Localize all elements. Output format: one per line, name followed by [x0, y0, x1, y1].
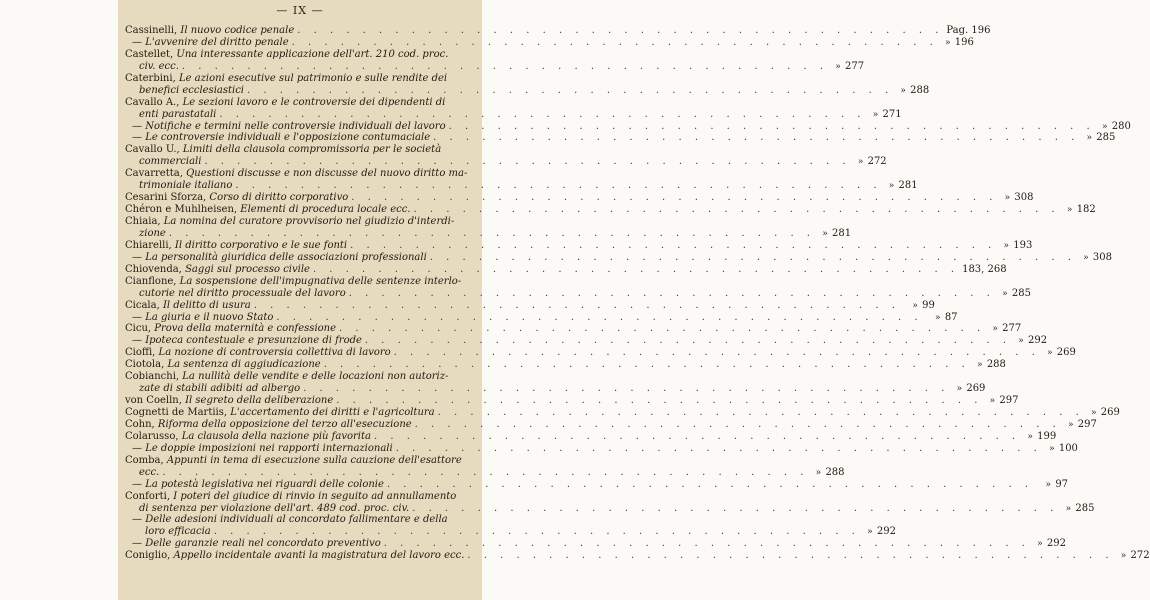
entry-text	[125, 323, 336, 335]
entry-text	[125, 49, 448, 61]
entry-text	[139, 503, 409, 515]
entry-text	[125, 347, 391, 359]
leader-dots	[387, 479, 1033, 491]
entry-title: Corso di diritto corporativo	[209, 192, 349, 204]
entry-text	[125, 455, 462, 467]
entry-author: Cavallo A.,	[125, 96, 180, 108]
page-number: 269	[1056, 347, 1076, 359]
entry-text	[125, 97, 445, 109]
entry-title: Le controversie individuali e l'opposizione contumaciale	[145, 132, 431, 144]
index-entry	[125, 538, 1066, 550]
index-entry	[125, 311, 958, 324]
page-reference	[946, 25, 990, 37]
entry-title: Questioni discusse e non discusse del nuovo diritto ma-	[186, 168, 468, 180]
index-entry	[125, 407, 1120, 419]
entry-text	[139, 180, 232, 192]
index-entry	[125, 84, 930, 97]
page-number-header: — IX —	[276, 4, 324, 17]
page-number: 308	[1014, 192, 1034, 204]
leader-dots	[412, 503, 1058, 515]
entry-title: La clausola della nazione più favorita	[181, 430, 371, 442]
page-reference	[1061, 503, 1094, 516]
entry-title: zate di stabili adibiti ad albergo	[139, 383, 301, 395]
entry-author: Cesarini Sforza,	[125, 192, 207, 204]
leader-dots	[336, 395, 982, 407]
ditto-mark: »	[912, 300, 918, 311]
index-entry	[125, 478, 1069, 491]
ditto-mark: »	[935, 312, 941, 323]
page-reference	[854, 156, 887, 169]
page-number: 87	[944, 311, 958, 323]
entry-author: Cobianchi,	[125, 371, 180, 383]
entry-author: Ciotola,	[125, 359, 165, 371]
entry-author: Cognetti de Martiis,	[125, 407, 228, 418]
index-entry	[125, 168, 475, 180]
page-number: 297	[1077, 418, 1097, 430]
ditto-mark: »	[1003, 240, 1010, 251]
index-entry	[125, 442, 1078, 455]
ditto-mark: »	[867, 527, 873, 538]
entry-title: Il delitto di usura	[162, 299, 251, 311]
index-entry	[125, 192, 1034, 204]
index-entry	[125, 335, 1048, 347]
ditto-mark: »	[944, 37, 951, 48]
entry-author: —	[132, 442, 142, 454]
entry-title: Prova della maternità e confessione	[154, 323, 337, 335]
page-reference	[1043, 347, 1076, 360]
ditto-mark: »	[1018, 336, 1024, 347]
entry-text	[132, 538, 381, 550]
index-entry	[125, 299, 935, 312]
index-entry	[125, 526, 896, 538]
ditto-mark: »	[1027, 431, 1033, 442]
index-entry	[125, 49, 475, 61]
entry-author: Coniglio,	[125, 550, 171, 562]
page-number: 183, 268	[962, 263, 1007, 275]
entry-text	[132, 514, 448, 526]
page-number: 285	[1011, 287, 1031, 299]
entry-title: Ipoteca contestuale e presunzione di frode	[145, 335, 362, 347]
entry-title: benefici ecclesiastici	[139, 84, 244, 96]
leader-dots	[214, 526, 860, 538]
entry-author: —	[132, 132, 142, 144]
page-number: 277	[845, 60, 865, 72]
index-entry	[125, 25, 991, 37]
index-entry	[125, 455, 475, 467]
entry-author: Cicala,	[125, 299, 160, 311]
index-entry	[125, 276, 475, 288]
entry-title: Limiti della clausola compromissoria per le società	[182, 144, 442, 156]
entry-title: di sentenza per violazione dell'art. 489 cod. proc. civ.	[139, 502, 410, 514]
ditto-mark: »	[1086, 133, 1093, 144]
entry-author: —	[132, 251, 142, 263]
page-reference	[1064, 419, 1097, 432]
ditto-mark: »	[989, 396, 996, 407]
page-number: Pag. 196	[946, 25, 991, 36]
leader-dots	[396, 443, 1042, 455]
index-entry	[125, 251, 1112, 264]
entry-author: —	[132, 36, 142, 48]
leader-dots	[339, 323, 985, 335]
entry-title: La sentenza di aggiudicazione	[167, 359, 321, 371]
leader-dots	[162, 467, 808, 479]
entry-title: cutorie nel diritto processuale del lavoro	[139, 287, 346, 299]
entry-text	[125, 73, 447, 85]
index-entry	[125, 466, 845, 479]
index-entry	[125, 491, 475, 503]
entry-title: Il diritto corporativo e le sue fonti	[174, 239, 348, 251]
index-entry	[125, 36, 974, 49]
entry-author: Colarusso,	[125, 430, 179, 442]
entry-author: Caterbini,	[125, 72, 176, 84]
entry-title: Riforma della opposizione del terzo all'esecuzione	[157, 418, 412, 430]
page-reference	[896, 85, 929, 98]
page-number: 271	[882, 108, 902, 120]
entry-title: Delle garanzie reali nel concordato preventivo	[145, 538, 381, 550]
entry-text	[125, 192, 348, 204]
page-number: 269	[966, 383, 986, 395]
entry-title: Il segreto della deliberazione	[185, 395, 334, 407]
ditto-mark: »	[888, 181, 895, 192]
entry-text	[125, 550, 464, 562]
index-entry	[125, 60, 865, 73]
leader-dots	[182, 61, 828, 73]
entry-text	[125, 204, 411, 216]
index-entry	[125, 418, 1097, 431]
entry-author: Chiovenda,	[125, 263, 182, 275]
entry-text	[139, 383, 300, 395]
ditto-mark: »	[822, 228, 828, 239]
entry-title: Le doppie imposizioni nei rapporti internazionali	[145, 442, 393, 454]
ditto-mark: »	[956, 384, 963, 395]
entry-title: Saggi sul processo civile	[185, 263, 310, 275]
page-number: 182	[1076, 204, 1096, 216]
index-entry	[125, 502, 1095, 515]
entry-author: —	[132, 311, 142, 323]
page-number: 100	[1058, 442, 1078, 454]
entry-title: La potestà legislativa nei riguardi delle colonie	[145, 478, 384, 490]
entry-author: Cassinelli,	[125, 25, 178, 36]
index-entry	[125, 180, 918, 192]
leader-dots	[247, 85, 893, 97]
page-number: 285	[1075, 502, 1095, 514]
entry-text	[125, 264, 310, 276]
ditto-mark: »	[1101, 121, 1108, 132]
page-reference	[1045, 443, 1078, 456]
entry-author: Chiarelli,	[125, 239, 172, 251]
page-number: 288	[825, 466, 845, 478]
ditto-mark: »	[977, 360, 983, 371]
index-entry	[125, 132, 1116, 144]
page-number: 308	[1092, 251, 1112, 263]
entry-author: Chiaia,	[125, 216, 161, 227]
leader-dots	[313, 264, 959, 276]
leader-dots	[467, 550, 1113, 562]
leader-dots	[394, 347, 1040, 359]
leader-dots	[365, 335, 1011, 347]
page-number: 292	[876, 526, 896, 538]
page-number: 99	[922, 299, 935, 311]
page-number: 193	[1013, 239, 1033, 251]
index-entry	[125, 227, 852, 240]
entry-text	[125, 359, 321, 371]
entry-title: Delle adesioni individuali al concordato fallimentare e della	[145, 514, 448, 526]
page-reference	[1036, 479, 1068, 492]
entry-author: Cicu,	[125, 323, 152, 335]
index-entry	[125, 383, 986, 395]
entry-author: Cavallo U.,	[125, 144, 180, 156]
index-entry	[125, 108, 902, 121]
leader-dots	[351, 192, 997, 204]
entry-text	[125, 25, 294, 37]
page-number: 285	[1096, 132, 1116, 144]
entry-text	[139, 85, 244, 97]
page-reference	[1082, 132, 1115, 145]
entry-text	[125, 419, 412, 431]
entry-author: Comba,	[125, 454, 164, 466]
ditto-mark: »	[815, 467, 822, 478]
page-reference	[1117, 550, 1150, 563]
leader-dots	[384, 538, 1030, 550]
leader-dots	[303, 383, 949, 395]
index-entry	[125, 204, 1096, 216]
leader-dots	[297, 25, 943, 37]
entry-title: commerciali	[139, 156, 202, 168]
entry-author: —	[132, 120, 142, 132]
page-number: 297	[999, 395, 1019, 407]
page-reference	[1079, 252, 1112, 265]
ditto-mark: »	[872, 109, 879, 120]
entry-text	[139, 156, 201, 168]
leader-dots	[276, 312, 922, 324]
leader-dots	[433, 132, 1079, 144]
entry-author: —	[132, 335, 142, 347]
entry-author: Cavarretta,	[125, 168, 183, 180]
entry-text	[132, 479, 384, 491]
page-number: 97	[1055, 478, 1069, 490]
entry-title: L'accertamento dei diritti e l'agricoltura	[230, 407, 435, 418]
index-entry	[125, 156, 887, 168]
ditto-mark: »	[1066, 205, 1073, 216]
entry-title: Una interessante applicazione dell'art. 210 cod. proc.	[176, 48, 449, 60]
entry-title: civ. ecc.	[139, 60, 179, 72]
index-entry	[125, 120, 1131, 133]
entry-title: Notifiche e termini nelle controversie individuali del lavoro	[145, 120, 446, 132]
page-number: 196	[954, 36, 974, 48]
entry-text	[125, 216, 454, 228]
entry-text	[132, 121, 446, 133]
index-entry	[125, 73, 475, 85]
entry-text	[125, 240, 347, 252]
entry-text	[125, 491, 456, 503]
page-number: 281	[831, 227, 852, 239]
leader-dots	[235, 180, 881, 192]
index-entry	[125, 550, 1150, 562]
entry-text	[125, 144, 441, 156]
ditto-mark: »	[857, 157, 864, 168]
entry-title: La sospensione dell'impugnativa delle sentenze interlo-	[179, 275, 462, 287]
leader-dots	[254, 300, 900, 312]
index-entry	[125, 430, 1057, 443]
page-number: 288	[910, 84, 930, 96]
entry-text	[139, 109, 216, 121]
entry-text	[125, 371, 448, 383]
ditto-mark: »	[1120, 551, 1127, 562]
entry-text	[125, 431, 371, 443]
entry-author: Castellet,	[125, 48, 174, 60]
entry-title: loro efficacia	[145, 526, 211, 538]
entry-title: Il nuovo codice penale	[180, 25, 295, 36]
entry-author: Cohn,	[125, 418, 155, 430]
entry-title: Le azioni esecutive sul patrimonio e sulle rendite dei	[178, 72, 448, 84]
page-reference	[962, 264, 1007, 276]
index-entry	[125, 323, 1022, 335]
index-entry	[125, 359, 1006, 371]
entry-text	[125, 276, 461, 288]
entry-title: I poteri del giudice di rinvio in seguito ad annullamento	[173, 490, 457, 502]
entry-title: ecc.	[139, 466, 160, 478]
leader-dots	[438, 407, 1084, 419]
page-number: 281	[898, 180, 918, 192]
ditto-mark: »	[1091, 408, 1097, 418]
index-entry	[125, 144, 475, 156]
page-number: 277	[1002, 323, 1022, 335]
leader-dots	[415, 419, 1061, 431]
ditto-mark: »	[1068, 419, 1074, 430]
ditto-mark: »	[1037, 539, 1043, 550]
page-reference	[973, 359, 1006, 372]
entry-title: zione	[139, 227, 166, 239]
entry-text	[132, 312, 273, 324]
entry-author: —	[132, 538, 142, 550]
index-entry	[125, 216, 475, 228]
leader-dots	[414, 204, 1060, 216]
ditto-mark: »	[1004, 193, 1011, 204]
entry-title: La nullità delle vendite e delle locazioni non autoriz-	[182, 371, 449, 383]
leader-dots	[374, 431, 1020, 443]
page-number: 280	[1111, 120, 1131, 132]
index-entry	[125, 514, 475, 526]
leader-dots	[350, 240, 996, 252]
entry-title: La nozione di controversia collettiva di lavoro	[158, 347, 391, 359]
entry-text	[139, 288, 346, 300]
index-entries	[125, 25, 1150, 562]
entry-text	[145, 526, 211, 538]
entry-title: L'avvenire del diritto penale	[145, 36, 289, 48]
leader-dots	[169, 228, 815, 240]
page-number: 288	[986, 359, 1006, 371]
page-reference	[998, 288, 1031, 301]
entry-text	[139, 61, 179, 73]
entry-title: trimoniale italiano	[139, 180, 233, 192]
entry-title: Le sezioni lavoro e le controversie dei dipendenti di	[182, 96, 446, 108]
index-entry	[125, 395, 1019, 407]
entry-text	[132, 335, 362, 347]
leader-dots	[349, 288, 995, 300]
entry-author: Cioffi,	[125, 347, 156, 359]
index-entry	[125, 97, 475, 109]
entry-title: enti parastatali	[139, 108, 217, 120]
entry-text	[125, 300, 251, 312]
leader-dots	[204, 156, 850, 168]
index-entry	[125, 263, 1007, 276]
page-reference	[1063, 204, 1096, 217]
leader-dots	[292, 37, 938, 49]
page-number: 292	[1046, 538, 1066, 550]
entry-text	[125, 395, 333, 407]
index-entry	[125, 347, 1076, 359]
ditto-mark: »	[1083, 252, 1089, 263]
ditto-mark: »	[835, 61, 841, 72]
entry-text	[139, 467, 159, 479]
entry-text	[139, 228, 166, 240]
entry-text	[132, 132, 430, 144]
entry-author: —	[132, 514, 142, 526]
entry-text	[132, 443, 393, 455]
page-number: 269	[1100, 407, 1120, 418]
entry-title: Elementi di procedura locale ecc.	[240, 204, 411, 216]
entry-title: La giuria e il nuovo Stato	[145, 311, 274, 323]
entry-text	[132, 37, 289, 49]
entry-author: —	[132, 478, 142, 490]
entry-text	[132, 252, 427, 264]
page-number: 199	[1037, 430, 1057, 442]
ditto-mark: »	[1045, 479, 1052, 490]
page-reference	[831, 61, 864, 74]
leader-dots	[219, 109, 865, 121]
ditto-mark: »	[1065, 503, 1072, 514]
leader-dots	[324, 359, 970, 371]
page-number: 292	[1028, 335, 1048, 347]
page-number: 272	[867, 156, 887, 168]
entry-author: Cianflone,	[125, 275, 177, 287]
leader-dots	[449, 121, 1095, 133]
ditto-mark: »	[900, 85, 906, 96]
ditto-mark: »	[992, 324, 998, 335]
entry-author: von Coelln,	[125, 395, 182, 407]
entry-text	[125, 407, 435, 419]
page-number: 272	[1130, 550, 1150, 562]
page-reference	[941, 37, 974, 50]
entry-author: Chéron e Muhlheisen,	[125, 204, 238, 216]
book-page	[118, 0, 1150, 600]
index-entry	[125, 287, 1031, 300]
leader-dots	[430, 252, 1076, 264]
entry-text	[125, 168, 467, 180]
entry-title: La personalità giuridica delle associazioni professionali	[145, 251, 427, 263]
entry-title: Appello incidentale avanti la magistratura del lavoro ecc.	[173, 550, 465, 562]
ditto-mark: »	[1002, 288, 1008, 299]
ditto-mark: »	[1049, 443, 1055, 454]
index-entry	[125, 371, 475, 383]
entry-title: La nomina del curatore provvisorio nel giudizio d'interdi-	[163, 216, 455, 227]
ditto-mark: »	[1047, 348, 1053, 359]
entry-author: Conforti,	[125, 490, 171, 502]
entry-title: Appunti in tema di esecuzione sulla cauzione dell'esattore	[166, 454, 462, 466]
index-entry	[125, 239, 1033, 252]
